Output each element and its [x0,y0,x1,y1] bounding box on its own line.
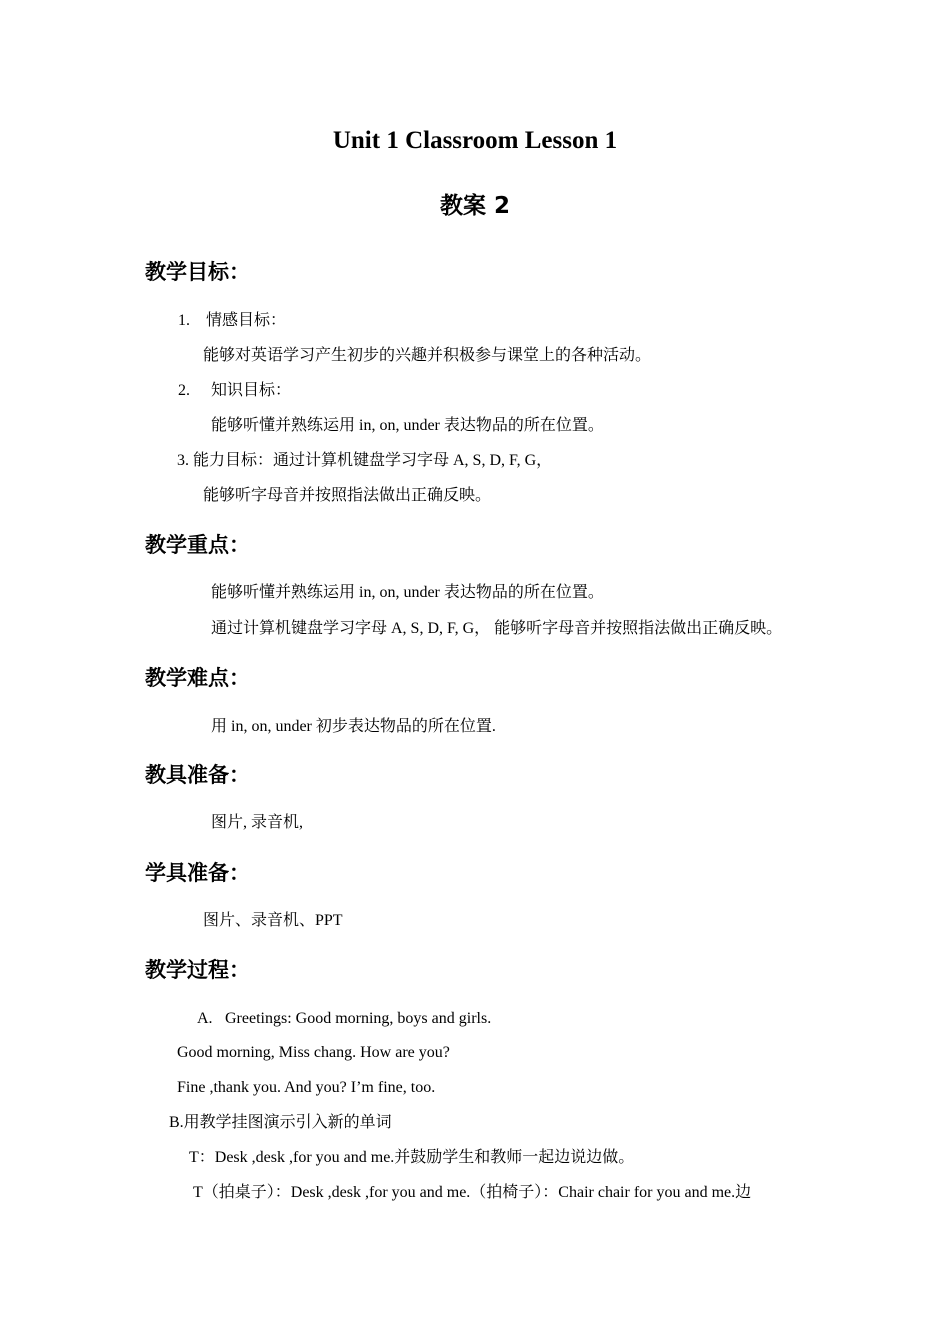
process-a-text: Greetings: Good morning, boys and girls. [225,1010,492,1027]
objective-2-text: 能够听懂并熟练运用 in, on, under 表达物品的所在位置。 [211,417,604,434]
process-line-5: T：Desk ,desk ,for you and me.并鼓励学生和教师一起边说边做。 [189,1149,635,1166]
objective-3-text: 能够听字母音并按照指法做出正确反映。 [203,487,492,504]
learning-aids-list: 图片、录音机、PPT [203,912,343,929]
key-points-heading: 教学重点： [145,533,250,557]
learning-aids-heading: 学具准备： [145,861,250,885]
process-heading: 教学过程： [145,958,250,982]
objective-2-label: 知识目标： [211,382,292,399]
process-line-4: B.用教学挂图演示引入新的单词 [169,1114,392,1131]
process-line-6: T（拍桌子）：Desk ,desk ,for you and me.（拍椅子）：Chair chair for you and me.边 [193,1184,752,1201]
objective-2-number: 2. [178,382,190,399]
objective-1-label: 情感目标： [206,312,287,329]
objective-1-text: 能够对英语学习产生初步的兴趣并积极参与课堂上的各种活动。 [203,347,652,364]
difficulty-1: 用 in, on, under 初步表达物品的所在位置. [211,718,496,735]
objective-1-number: 1. [178,312,190,329]
process-line-2: Good morning, Miss chang. How are you? [177,1044,450,1061]
key-point-2: 通过计算机键盘学习字母 A, S, D, F, G， 能够听字母音并按照指法做出正确反映。 [211,620,783,637]
key-point-1: 能够听懂并熟练运用 in, on, under 表达物品的所在位置。 [211,584,604,601]
teaching-aids-list: 图片, 录音机, [211,814,304,831]
document-title: Unit 1 Classroom Lesson 1 [332,127,618,154]
objective-3-line: 3. 能力目标：通过计算机键盘学习字母 A, S, D, F, G， [177,452,553,469]
process-line-3: Fine ,thank you. And you? I’m fine, too. [177,1079,436,1096]
process-a-label: A. [197,1010,213,1027]
difficulties-heading: 教学难点： [145,666,250,690]
teaching-aids-heading: 教具准备： [145,763,250,787]
document-subtitle: 教案 2 [439,193,510,219]
objectives-heading: 教学目标： [145,260,250,284]
